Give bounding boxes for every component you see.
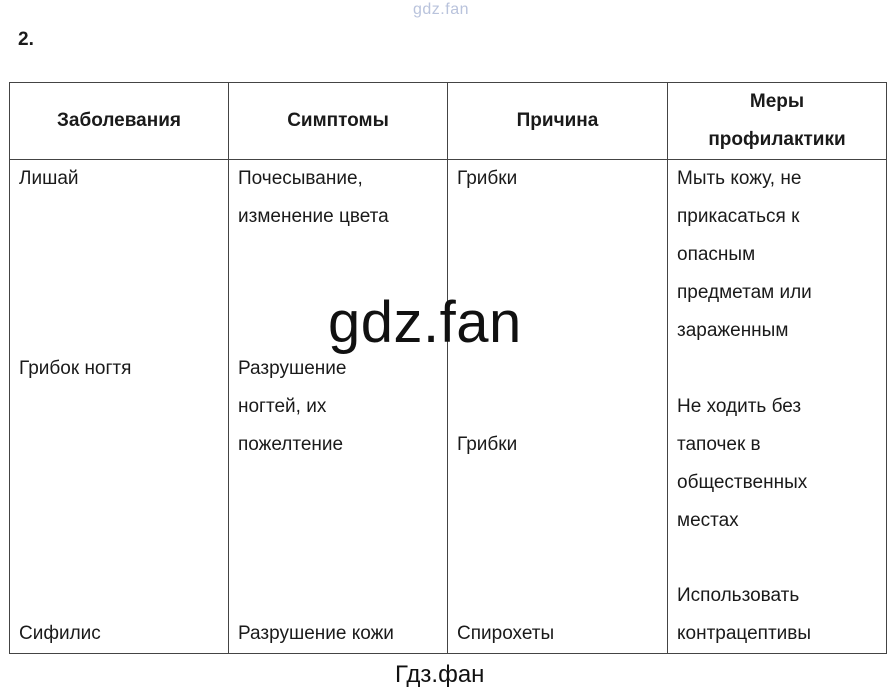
symptom-nail-fungus [238,350,438,464]
table-header-row [10,83,887,160]
symptom-lichen [238,160,438,236]
header-prevention [668,83,887,160]
prevention-lichen-line3: опасным [677,244,756,265]
header-disease-label: Заболевания [57,110,181,131]
prevention-syphilis-line1: Использовать [677,585,800,606]
header-prevention-line1: Меры [749,91,805,112]
watermark-center: gdz.fan [328,290,522,355]
symptom-nail-line2: ногтей, их [238,396,327,417]
symptom-nail-line1: Разрушение [238,358,347,379]
prevention-lichen-line2: прикасаться к [677,206,800,227]
symptom-nail-line3: пожелтение [238,434,344,455]
cause-lichen: Грибки [457,168,518,189]
prevention-lichen-line4: предметам или [677,282,812,303]
prevention-lichen-line5: зараженным [677,320,789,341]
header-prevention-line2: профилактики [708,129,846,150]
prevention-nail-line4: местах [677,510,739,531]
symptom-lichen-line2: изменение цвета [238,206,389,227]
watermark-bottom: Гдз.фан [395,661,485,688]
prevention-lichen-line1: Мыть кожу, не [677,168,802,189]
header-symptoms [229,83,448,160]
cell-symptoms [229,160,448,654]
prevention-nail-line1: Не ходить без [677,396,802,417]
cause-nail-fungus: Грибки [457,434,518,455]
disease-syphilis: Сифилис [19,623,101,644]
cell-diseases [10,160,229,654]
prevention-lichen [677,160,877,350]
symptom-lichen-line1: Почесывание, [238,168,363,189]
header-symptoms-label: Симптомы [287,110,389,131]
header-cause-label: Причина [516,110,599,131]
header-cause [448,83,668,160]
cell-causes [448,160,668,654]
table-body-row [10,160,887,654]
prevention-nail-line2: тапочек в [677,434,761,455]
prevention-nail-line3: общественных [677,472,808,493]
header-disease [10,83,229,160]
diseases-table [9,82,887,654]
task-number: 2. [18,29,34,50]
symptom-syphilis: Разрушение кожи [238,623,394,644]
cause-syphilis: Спирохеты [457,623,555,644]
cell-prevention [668,160,887,654]
disease-nail-fungus: Грибок ногтя [19,358,132,379]
prevention-syphilis [677,577,877,653]
watermark-top: gdz.fan [413,1,469,18]
disease-lichen: Лишай [19,168,79,189]
prevention-syphilis-line2: контрацептивы [677,623,812,644]
prevention-nail-fungus [677,388,877,540]
